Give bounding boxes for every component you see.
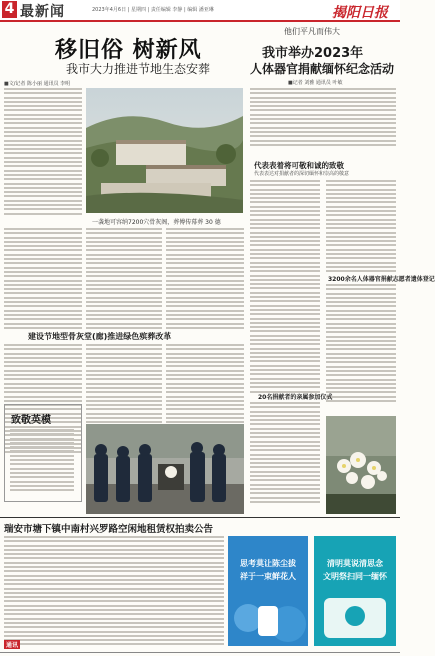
lead-story-kicker: 他们平凡而伟大 bbox=[284, 27, 340, 36]
lead-story-title-line2: 人体器官捐献缅怀纪念活动 bbox=[250, 62, 395, 76]
ad2-line2: 文明祭扫同一缅怀 bbox=[323, 572, 387, 581]
main-story-title: 移旧俗 树新风 bbox=[55, 37, 202, 63]
notice-text bbox=[4, 536, 224, 648]
eco-burial-heading: 建设节地型骨灰堂(廊)推进绿色殡葬改革 bbox=[28, 332, 172, 341]
flowers-photo bbox=[326, 416, 396, 514]
lead-story-text-col1 bbox=[250, 180, 320, 395]
main-story-subtitle: 我市大力推进节地生态安葬 bbox=[66, 62, 211, 76]
volunteers-heading: 20名捐献者的亲属参加仪式 bbox=[258, 394, 333, 401]
ad1-line1: 思考莫让陈尘拔 bbox=[240, 559, 296, 568]
ad2-line1: 清明莫说清思念 bbox=[327, 559, 383, 568]
ad1-line2: 祥于一束鲜花人 bbox=[240, 572, 296, 581]
inset-title: 致敬英模 bbox=[11, 415, 51, 426]
lead-story-text-col3 bbox=[326, 284, 396, 404]
main-story-text-col3 bbox=[86, 228, 162, 331]
notice-footer-label: 通讯 bbox=[6, 642, 19, 649]
section-title: 最新闻 bbox=[20, 4, 65, 20]
main-story-photo-caption: 一袭地可容纳7200穴骨灰阁，葬傅传幕葬 30 德 bbox=[92, 219, 221, 226]
tribute-heading: 代表表着将可敬和诚的致敬 bbox=[254, 161, 344, 170]
notice-divider bbox=[0, 517, 400, 518]
page-number: 4 bbox=[2, 1, 17, 18]
cemetery-sites-heading: 3200余名人体器官捐献志愿者遗体登记 bbox=[328, 276, 435, 283]
lead-story-intro bbox=[250, 88, 396, 148]
ceremony-photo bbox=[86, 424, 244, 514]
lead-story-text-col2 bbox=[326, 180, 396, 275]
notice-title: 瑞安市塘下镇中南村兴罗路空闲地租赁权拍卖公告 bbox=[4, 524, 214, 535]
main-story-text-col2 bbox=[4, 228, 82, 331]
footer-rule bbox=[0, 652, 400, 653]
main-story-text-col4 bbox=[166, 228, 244, 331]
lead-story-byline: ■记者 刘雅 通讯员 叶敏 bbox=[288, 80, 343, 86]
lead-story-text-col4 bbox=[250, 402, 320, 505]
main-story-text-col1 bbox=[4, 88, 82, 217]
page-header bbox=[0, 0, 400, 22]
cemetery-photo bbox=[86, 88, 243, 213]
ad-civilized-memorial-1 bbox=[228, 536, 308, 646]
tribute-subheading: 代表表达对捐献者的深切缅怀和崇高的敬意 bbox=[254, 171, 350, 177]
ad-civilized-memorial-2 bbox=[314, 536, 396, 646]
main-story-byline: ■文/记者 陈小丽 通讯员 李明 bbox=[4, 81, 71, 87]
inset-box bbox=[4, 404, 82, 502]
issue-meta: 2023年4月6日 | 星期四 | 责任编辑 李静 | 编辑 潘亚琳 bbox=[92, 7, 214, 13]
lead-story-title-line1: 我市举办2023年 bbox=[262, 46, 364, 61]
newspaper-logo: 揭阳日报 bbox=[332, 5, 388, 21]
